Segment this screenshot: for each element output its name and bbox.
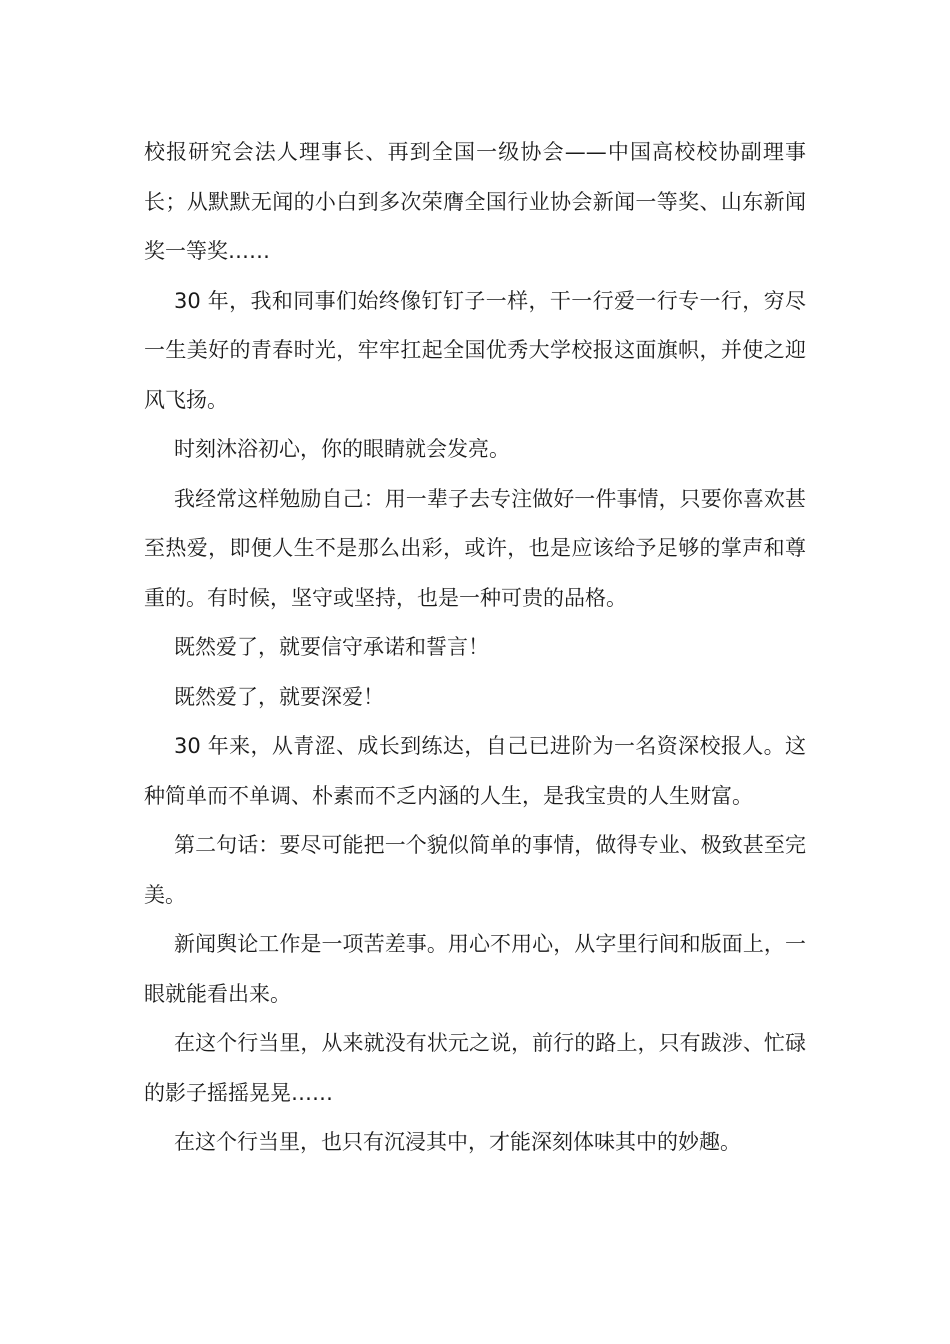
paragraph-5: 既然爱了，就要信守承诺和誓言！	[174, 635, 489, 659]
paragraph-10: 在这个行当里，从来就没有状元之说，前行的路上，只有跋涉、忙碌的影子摇摇晃晃……	[144, 1031, 806, 1105]
paragraph-8: 第二句话：要尽可能把一个貌似简单的事情，做得专业、极致甚至完美。	[144, 833, 806, 907]
paragraph-2: 30 年，我和同事们始终像钉钉子一样，干一行爱一行专一行，穷尽一生美好的青春时光，牢牢扛起全国优秀大学校报这面旗帜，并使之迎风飞扬。	[144, 288, 806, 412]
paragraph-9: 新闻舆论工作是一项苦差事。用心不用心，从字里行间和版面上，一眼就能看出来。	[144, 932, 806, 1006]
paragraph-7: 30 年来，从青涩、成长到练达，自己已进阶为一名资深校报人。这种简单而不单调、朴素而不乏内涵的人生，是我宝贵的人生财富。	[144, 734, 806, 808]
paragraph-11: 在这个行当里，也只有沉浸其中，才能深刻体味其中的妙趣。	[174, 1130, 741, 1154]
paragraph-1: 校报研究会法人理事长、再到全国一级协会——中国高校校协副理事长；从默默无闻的小白到多次荣膺全国行业协会新闻一等奖、山东新闻奖一等奖……	[144, 140, 806, 263]
paragraph-4: 我经常这样勉励自己：用一辈子去专注做好一件事情，只要你喜欢甚至热爱，即便人生不是那么出彩，或许，也是应该给予足够的掌声和尊重的。有时候，坚守或坚持，也是一种可贵的品格。	[144, 486, 806, 610]
document-body	[144, 128, 806, 1168]
paragraph-6: 既然爱了，就要深爱！	[174, 684, 384, 709]
paragraph-3: 时刻沐浴初心，你的眼睛就会发亮。	[174, 437, 510, 461]
